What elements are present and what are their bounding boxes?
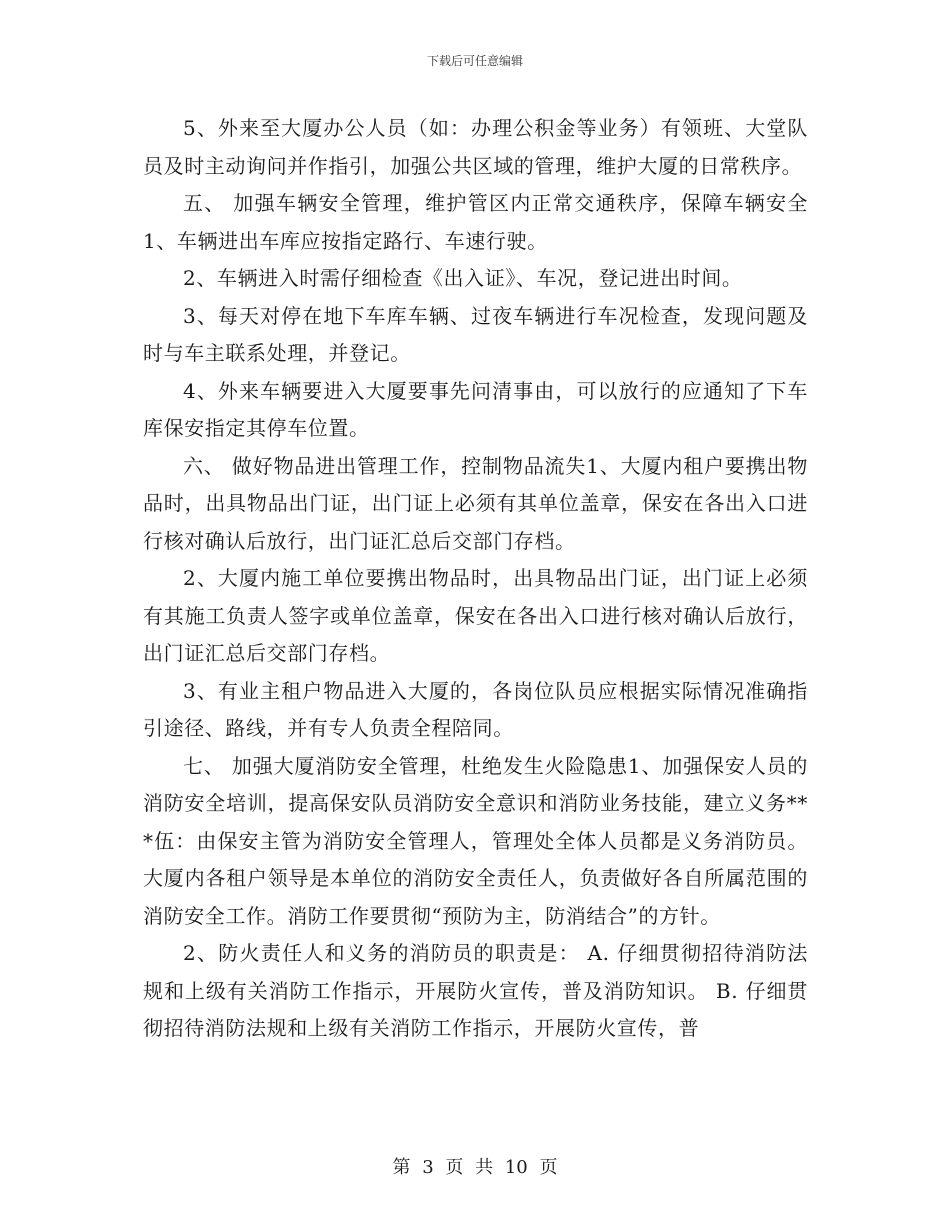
paragraph: 六、 做好物品进出管理工作，控制物品流失1、大厦内租户要携出物品时，出具物品出门证，出门证上必须有其单位盖章，保安在各出入口进行核对确认后放行，出门证汇总后交部门存档。 xyxy=(143,453,808,553)
paragraph: 七、 加强大厦消防安全管理，杜绝发生火险隐患1、加强保安人员的消防安全培训，提高保安队员消防安全意识和消防业务技能，建立义务***伍：由保安主管为消防安全管理人，管理处全体人员都是义务消防员。大厦内各租户领导是本单位的消防安全责任人，负责做好各自所属范围的消防安全工作。消防工作要贯彻“预防为主，防消结合”的方针。 xyxy=(143,753,808,928)
paragraph: 五、 加强车辆安全管理，维护管区内正常交通秩序，保障车辆安全1、车辆进出车库应按指定路行、车速行驶。 xyxy=(143,191,808,253)
page-number: 第 3 页 共 10 页 xyxy=(392,1157,558,1178)
document-body xyxy=(143,110,808,1048)
paragraph: 2、防火责任人和义务的消防员的职责是： A. 仔细贯彻招待消防法规和上级有关消防工作指示，开展防火宣传，普及消防知识。 B. 仔细贯彻招待消防法规和上级有关消防工作指示，开展防火宣传，普 xyxy=(143,941,808,1040)
paragraph: 4、外来车辆要进入大厦要事先问清事由，可以放行的应通知了下车库保安指定其停车位置。 xyxy=(143,378,808,440)
paragraph: 2、车辆进入时需仔细检查《出入证》、车况，登记进出时间。 xyxy=(183,266,743,290)
paragraph: 3、每天对停在地下车库车辆、过夜车辆进行车况检查，发现问题及时与车主联系处理，并登记。 xyxy=(143,303,808,365)
paragraph: 3、有业主租户物品进入大厦的，各岗位队员应根据实际情况准确指引途径、路线，并有专人负责全程陪同。 xyxy=(143,678,808,740)
page-header: 下载后可任意编辑 xyxy=(426,54,523,68)
paragraph: 5、外来至大厦办公人员（如：办理公积金等业务）有领班、大堂队员及时主动询问并作指引，加强公共区域的管理，维护大厦的日常秩序。 xyxy=(143,116,808,178)
paragraph: 2、大厦内施工单位要携出物品时，出具物品出门证，出门证上必须有其施工负责人签字或单位盖章，保安在各出入口进行核对确认后放行，出门证汇总后交部门存档。 xyxy=(143,566,808,665)
